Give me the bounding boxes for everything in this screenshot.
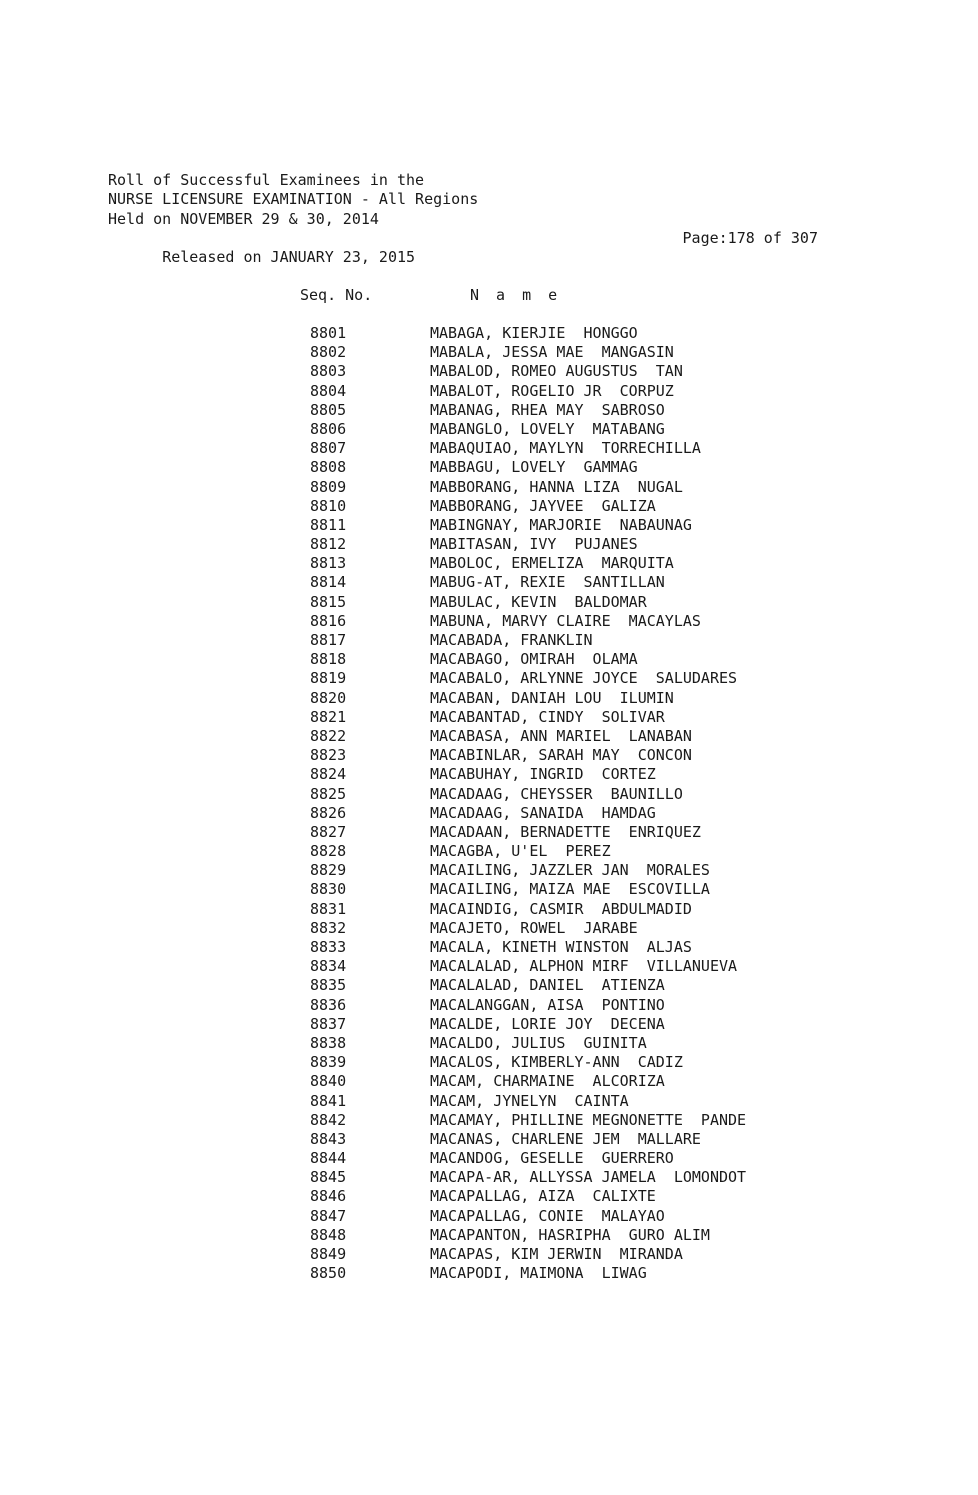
seq-number: 8848 — [310, 1225, 347, 1244]
examinee-name: MACAILING, MAIZA MAE ESCOVILLA — [430, 880, 710, 899]
examinee-name: MACABADA, FRANKLIN — [430, 631, 593, 649]
seq-number: 8814 — [310, 573, 347, 592]
list-item — [0, 478, 978, 497]
seq-number: 8842 — [310, 1110, 347, 1129]
examinee-name: MABBORANG, JAYVEE GALIZA — [430, 496, 656, 515]
list-item — [0, 669, 978, 688]
seq-number: 8812 — [310, 535, 347, 554]
seq-number: 8822 — [310, 726, 347, 745]
examinee-name: MACAPALLAG, CONIE MALAYAO — [430, 1206, 665, 1225]
seq-number: 8839 — [310, 1053, 347, 1072]
list-item — [0, 842, 978, 861]
examinee-name: MACADAAG, SANAIDA HAMDAG — [430, 803, 656, 822]
list-item — [0, 612, 978, 631]
list-item — [0, 861, 978, 880]
list-item — [0, 900, 978, 919]
seq-number: 8832 — [310, 918, 347, 937]
examinee-name: MACALALAD, DANIEL ATIENZA — [430, 976, 665, 995]
seq-number: 8802 — [310, 343, 347, 362]
seq-number: 8801 — [310, 324, 347, 342]
list-item — [0, 976, 978, 995]
seq-number: 8833 — [310, 938, 347, 956]
examinee-name: MABBORANG, HANNA LIZA NUGAL — [430, 477, 683, 496]
list-item — [0, 439, 978, 458]
examinee-name: MACAM, CHARMAINE ALCORIZA — [430, 1072, 665, 1091]
list-item — [0, 1092, 978, 1111]
list-item — [0, 1226, 978, 1245]
list-item — [0, 765, 978, 784]
examinee-name: MABITASAN, IVY PUJANES — [430, 535, 638, 554]
seq-number: 8819 — [310, 669, 347, 688]
list-item — [0, 593, 978, 612]
examinee-name: MACADAAN, BERNADETTE ENRIQUEZ — [430, 822, 701, 841]
examinee-name: MACABUHAY, INGRID CORTEZ — [430, 765, 656, 784]
list-item — [0, 727, 978, 746]
seq-number: 8808 — [310, 458, 347, 477]
examinee-name: MACAILING, JAZZLER JAN MORALES — [430, 861, 710, 880]
examinee-name: MACAINDIG, CASMIR ABDULMADID — [430, 899, 692, 918]
list-item — [0, 996, 978, 1015]
examinee-name: MACAPA-AR, ALLYSSA JAMELA LOMONDOT — [430, 1168, 747, 1187]
list-item — [0, 554, 978, 573]
seq-number: 8816 — [310, 611, 347, 630]
list-item — [0, 1034, 978, 1053]
list-item — [0, 957, 978, 976]
list-item — [0, 362, 978, 381]
list-item — [0, 1149, 978, 1168]
examinee-name: MACABAGO, OMIRAH OLAMA — [430, 650, 638, 669]
list-item — [0, 689, 978, 708]
examinee-name: MABALOD, ROMEO AUGUSTUS TAN — [430, 362, 683, 381]
examinee-name: MACALA, KINETH WINSTON ALJAS — [430, 938, 692, 956]
column-header-seq: Seq. No. — [300, 286, 373, 304]
list-item — [0, 324, 978, 343]
examinee-name: MACALDO, JULIUS GUINITA — [430, 1033, 647, 1052]
column-header-name: N a m e — [470, 286, 562, 304]
examinee-name: MACALALAD, ALPHON MIRF VILLANUEVA — [430, 957, 738, 976]
seq-number: 8826 — [310, 803, 347, 822]
header-line-2: NURSE LICENSURE EXAMINATION - All Regions — [108, 190, 479, 209]
document-header — [108, 171, 818, 267]
seq-number: 8817 — [310, 631, 347, 649]
list-item — [0, 1245, 978, 1264]
list-item — [0, 1168, 978, 1187]
list-item — [0, 919, 978, 938]
seq-number: 8847 — [310, 1206, 347, 1225]
list-item — [0, 1015, 978, 1034]
header-line-3: Held on NOVEMBER 29 & 30, 2014 — [108, 209, 379, 228]
seq-number: 8827 — [310, 822, 347, 841]
examinee-name: MABOLOC, ERMELIZA MARQUITA — [430, 554, 674, 573]
list-item — [0, 1264, 978, 1283]
seq-number: 8844 — [310, 1149, 347, 1168]
seq-number: 8825 — [310, 784, 347, 803]
list-item — [0, 1207, 978, 1226]
examinee-name: MACADAAG, CHEYSSER BAUNILLO — [430, 784, 683, 803]
seq-number: 8805 — [310, 400, 347, 419]
seq-number: 8821 — [310, 707, 347, 726]
seq-number: 8835 — [310, 976, 347, 995]
list-item — [0, 516, 978, 535]
examinee-name: MACANDOG, GESELLE GUERRERO — [430, 1149, 674, 1168]
list-item — [0, 823, 978, 842]
examinee-name: MABUNA, MARVY CLAIRE MACAYLAS — [430, 611, 701, 630]
header-line-4 — [108, 228, 818, 267]
list-item — [0, 401, 978, 420]
seq-number: 8803 — [310, 362, 347, 381]
seq-number: 8811 — [310, 515, 347, 534]
examinee-name: MACAPAS, KIM JERWIN MIRANDA — [430, 1245, 683, 1263]
examinee-name: MABULAC, KEVIN BALDOMAR — [430, 592, 647, 611]
seq-number: 8831 — [310, 899, 347, 918]
seq-number: 8813 — [310, 554, 347, 573]
page-number: Page:178 of 307 — [682, 228, 818, 247]
examinee-name: MABALOT, ROGELIO JR CORPUZ — [430, 381, 674, 400]
examinee-name: MACAMAY, PHILLINE MEGNONETTE PANDE — [430, 1110, 747, 1129]
examinee-name: MACABALO, ARLYNNE JOYCE SALUDARES — [430, 669, 738, 688]
examinee-name: MACABASA, ANN MARIEL LANABAN — [430, 726, 692, 745]
examinee-name: MACABINLAR, SARAH MAY CONCON — [430, 746, 692, 765]
examinee-name: MACALDE, LORIE JOY DECENA — [430, 1014, 665, 1033]
list-item — [0, 535, 978, 554]
examinee-list — [0, 324, 978, 1283]
list-item — [0, 420, 978, 439]
seq-number: 8829 — [310, 861, 347, 880]
list-item — [0, 708, 978, 727]
examinee-name: MABAQUIAO, MAYLYN TORRECHILLA — [430, 439, 701, 458]
examinee-name: MACANAS, CHARLENE JEM MALLARE — [430, 1129, 701, 1148]
examinee-name: MABANGLO, LOVELY MATABANG — [430, 419, 665, 438]
examinee-name: MACALANGGAN, AISA PONTINO — [430, 995, 665, 1014]
seq-number: 8843 — [310, 1129, 347, 1148]
seq-number: 8809 — [310, 477, 347, 496]
list-item — [0, 382, 978, 401]
seq-number: 8820 — [310, 688, 347, 707]
seq-number: 8836 — [310, 995, 347, 1014]
examinee-name: MABBAGU, LOVELY GAMMAG — [430, 458, 638, 477]
seq-number: 8837 — [310, 1014, 347, 1033]
examinee-name: MABANAG, RHEA MAY SABROSO — [430, 400, 665, 419]
seq-number: 8841 — [310, 1091, 347, 1110]
list-item — [0, 746, 978, 765]
examinee-name: MACAGBA, U'EL PEREZ — [430, 842, 611, 861]
list-item — [0, 1187, 978, 1206]
seq-number: 8849 — [310, 1245, 347, 1263]
seq-number: 8830 — [310, 880, 347, 899]
seq-number: 8840 — [310, 1072, 347, 1091]
list-item — [0, 343, 978, 362]
header-line-1: Roll of Successful Examinees in the — [108, 171, 425, 189]
release-date: Released on JANUARY 23, 2015 — [162, 248, 416, 267]
list-item — [0, 804, 978, 823]
examinee-name: MACAJETO, ROWEL JARABE — [430, 918, 638, 937]
list-item — [0, 938, 978, 957]
seq-number: 8807 — [310, 439, 347, 458]
examinee-name: MACALOS, KIMBERLY-ANN CADIZ — [430, 1053, 683, 1072]
examinee-name: MACAPODI, MAIMONA LIWAG — [430, 1264, 647, 1283]
seq-number: 8824 — [310, 765, 347, 784]
examinee-name: MABALA, JESSA MAE MANGASIN — [430, 343, 674, 362]
seq-number: 8845 — [310, 1168, 347, 1187]
examinee-name: MACABAN, DANIAH LOU ILUMIN — [430, 688, 674, 707]
seq-number: 8828 — [310, 842, 347, 861]
list-item — [0, 497, 978, 516]
examinee-name: MABINGNAY, MARJORIE NABAUNAG — [430, 515, 692, 534]
seq-number: 8804 — [310, 381, 347, 400]
list-item — [0, 631, 978, 650]
seq-number: 8818 — [310, 650, 347, 669]
seq-number: 8806 — [310, 419, 347, 438]
examinee-name: MABAGA, KIERJIE HONGGO — [430, 324, 638, 342]
examinee-name: MABUG-AT, REXIE SANTILLAN — [430, 573, 665, 592]
seq-number: 8815 — [310, 592, 347, 611]
list-item — [0, 458, 978, 477]
list-item — [0, 1072, 978, 1091]
list-item — [0, 1053, 978, 1072]
seq-number: 8846 — [310, 1187, 347, 1206]
list-item — [0, 573, 978, 592]
list-item — [0, 650, 978, 669]
seq-number: 8810 — [310, 496, 347, 515]
examinee-name: MACAPALLAG, AIZA CALIXTE — [430, 1187, 656, 1206]
examinee-name: MACAM, JYNELYN CAINTA — [430, 1091, 629, 1110]
list-item — [0, 785, 978, 804]
seq-number: 8850 — [310, 1264, 347, 1283]
seq-number: 8834 — [310, 957, 347, 976]
list-item — [0, 1111, 978, 1130]
seq-number: 8838 — [310, 1033, 347, 1052]
list-item — [0, 880, 978, 899]
list-item — [0, 1130, 978, 1149]
seq-number: 8823 — [310, 746, 347, 765]
examinee-name: MACAPANTON, HASRIPHA GURO ALIM — [430, 1225, 710, 1244]
examinee-name: MACABANTAD, CINDY SOLIVAR — [430, 707, 665, 726]
